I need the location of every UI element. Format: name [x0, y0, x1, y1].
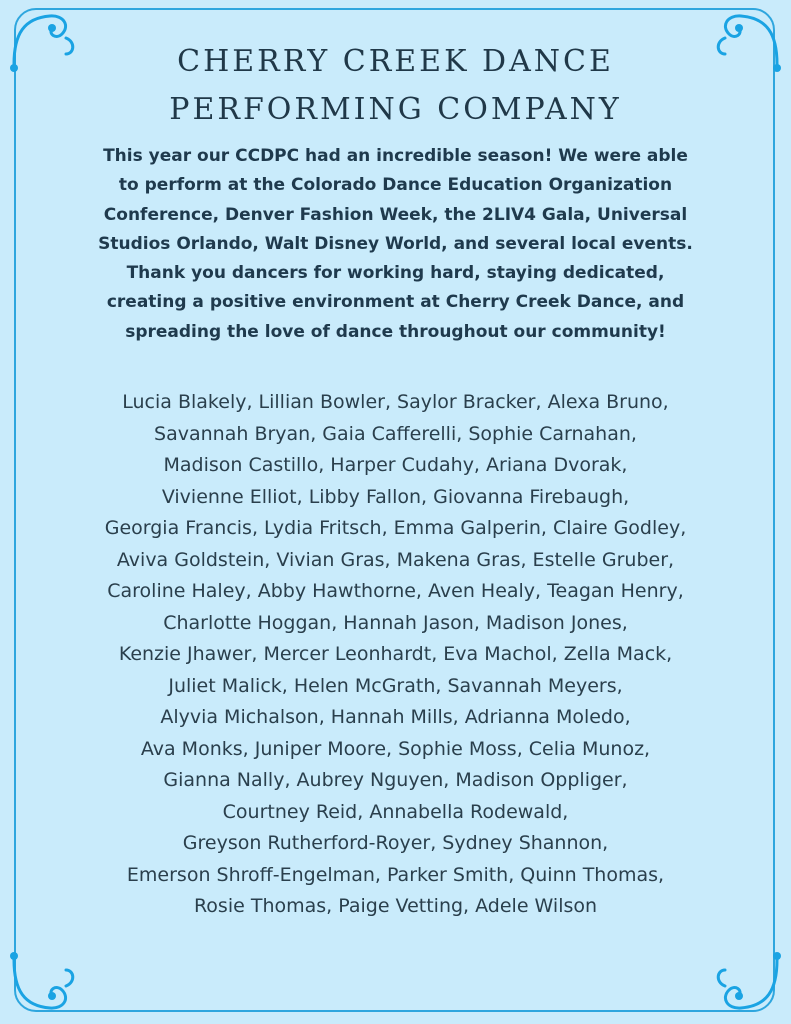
intro-line: This year our CCDPC had an incredible season! We were able [103, 146, 688, 166]
names-line: Courtney Reid, Annabella Rodewald, [222, 800, 569, 823]
names-line: Greyson Rutherford-Royer, Sydney Shannon, [182, 832, 609, 854]
names-line: Lucia Blakely, Lillian Bowler, Saylor Bracker, Alexa Bruno, [122, 391, 669, 413]
names-line: Savannah Bryan, Gaia Cafferelli, Sophie Carnahan, [154, 422, 637, 445]
names-line: Ava Monks, Juniper Moore, Sophie Moss, Celia Munoz, [140, 737, 651, 760]
names-line: Georgia Francis, Lydia Fritsch, Emma Galperin, Claire Godley, [104, 517, 687, 539]
intro-paragraph [36, 142, 755, 347]
names-line: Alyvia Michalson, Hannah Mills, Adrianna Moledo, [160, 706, 631, 728]
names-line: Kenzie Jhawer, Mercer Leonhardt, Eva Machol, Zella Mack, [118, 643, 673, 665]
names-line: Juliet Malick, Helen McGrath, Savannah Meyers, [168, 674, 623, 697]
names-line: Madison Castillo, Harper Cudahy, Ariana Dvorak, [163, 454, 628, 476]
intro-line: Conference, Denver Fashion Week, the 2LIV4 Gala, Universal [103, 204, 688, 225]
names-line: Gianna Nally, Aubrey Nguyen, Madison Oppliger, [163, 769, 628, 791]
flourish-corner-icon [707, 940, 787, 1020]
dancer-names-list [20, 387, 771, 923]
flourish-corner-icon [4, 940, 84, 1020]
title-line: PERFORMING COMPANY [169, 92, 622, 127]
intro-line: creating a positive environment at Cherry Creek Dance, and [106, 292, 685, 313]
names-line: Rosie Thomas, Paige Vetting, Adele Wilson [193, 895, 598, 917]
title-line: CHERRY CREEK DANCE [177, 44, 614, 79]
names-line: Charlotte Hoggan, Hannah Jason, Madison Jones, [163, 611, 628, 634]
intro-line: spreading the love of dance throughout our community! [125, 321, 666, 342]
intro-line: Studios Orlando, Walt Disney World, and several local events. [98, 233, 693, 254]
names-line: Aviva Goldstein, Vivian Gras, Makena Gras, Estelle Gruber, [116, 548, 675, 571]
names-line: Emerson Shroff-Engelman, Parker Smith, Quinn Thomas, [126, 863, 665, 886]
page-title [0, 38, 791, 134]
names-line: Caroline Haley, Abby Hawthorne, Aven Healy, Teagan Henry, [107, 580, 684, 602]
intro-line: Thank you dancers for working hard, staying dedicated, [126, 263, 665, 284]
intro-line: to perform at the Colorado Dance Education Organization [118, 175, 673, 196]
names-line: Vivienne Elliot, Libby Fallon, Giovanna Firebaugh, [161, 485, 630, 508]
